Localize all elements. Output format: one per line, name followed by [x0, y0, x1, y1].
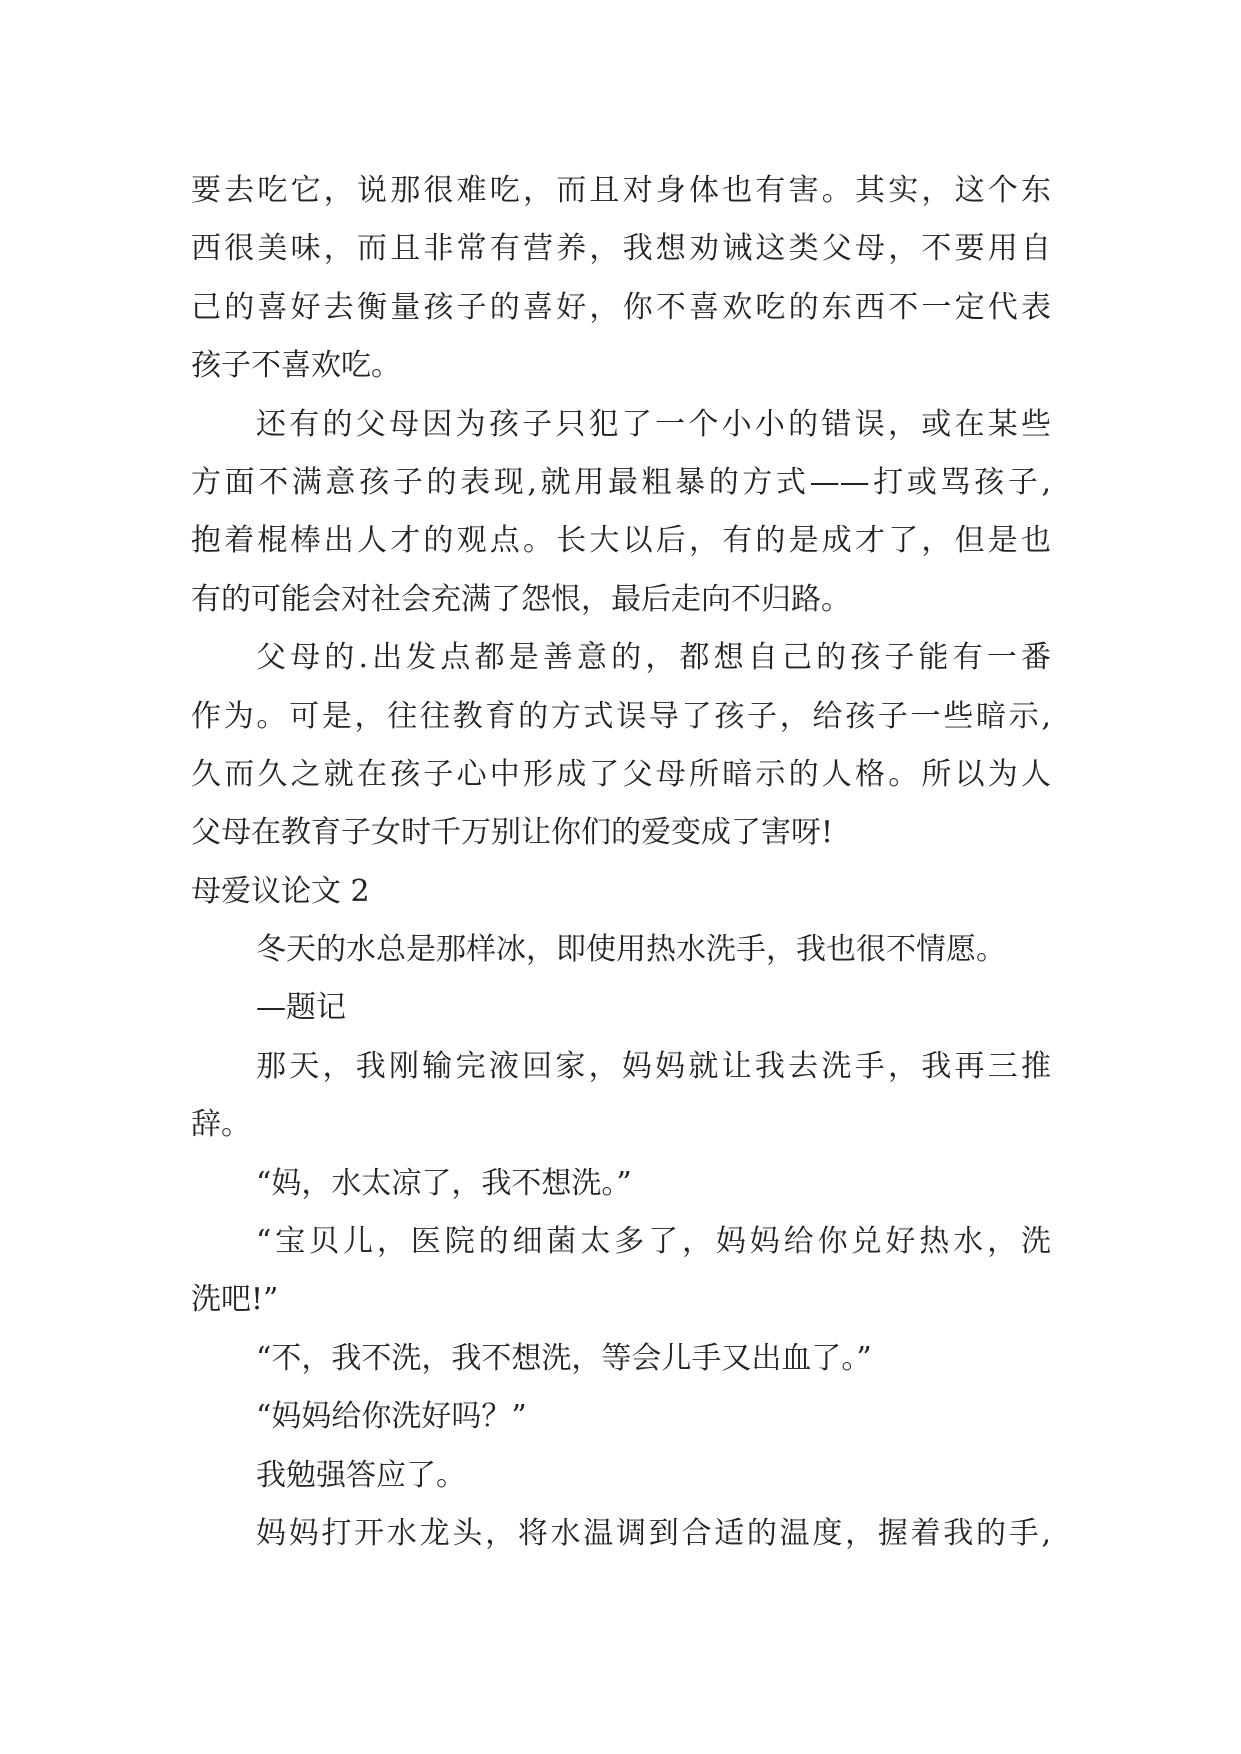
text-line: 辞。: [191, 1107, 251, 1143]
text-line: 孩子不喜欢吃。: [191, 348, 401, 384]
dialogue-line: 洗吧!”: [191, 1282, 279, 1318]
section-title: 母爱议论文 2: [191, 873, 370, 909]
epigraph: 冬天的水总是那样冰，即使用热水洗手，我也很不情愿。: [256, 932, 1006, 968]
text-line: 抱着棍棒出人才的观点。长大以后，有的是成才了，但是也: [191, 523, 1051, 559]
text-line: 作为。可是，往往教育的方式误导了孩子，给孩子一些暗示,: [191, 698, 1051, 734]
paragraph: [191, 1038, 1051, 1155]
document-body: [191, 162, 1051, 1563]
paragraph: [191, 162, 1051, 396]
paragraph: [191, 1213, 1051, 1330]
text-line: 方面不满意孩子的表现,就用最粗暴的方式——打或骂孩子,: [191, 464, 1051, 500]
text-line: 己的喜好去衡量孩子的喜好，你不喜欢吃的东西不一定代表: [191, 289, 1051, 325]
text-line: 我勉强答应了。: [256, 1457, 466, 1493]
text-line: 妈妈打开水龙头，将水温调到合适的温度，握着我的手,: [256, 1515, 1051, 1551]
paragraph: [191, 629, 1051, 863]
text-line: 西很美味，而且非常有营养，我想劝诫这类父母，不要用自: [191, 231, 1051, 267]
dialogue-line: “宝贝儿，医院的细菌太多了，妈妈给你兑好热水，洗: [256, 1224, 1051, 1260]
text-line: 有的可能会对社会充满了怨恨，最后走向不归路。: [191, 581, 851, 617]
text-line: 那天，我刚输完液回家，妈妈就让我去洗手，我再三推: [256, 1048, 1051, 1084]
text-line: 父母在教育子女时千万别让你们的爱变成了害呀!: [191, 815, 834, 851]
dialogue-line: “妈妈给你洗好吗？”: [256, 1399, 527, 1435]
text-line: 久而久之就在孩子心中形成了父母所暗示的人格。所以为人: [191, 756, 1051, 792]
epigraph-attribution: —题记: [256, 990, 346, 1026]
text-line: 父母的.出发点都是善意的，都想自己的孩子能有一番: [256, 640, 1051, 676]
dialogue-line: “妈，水太凉了，我不想洗。”: [256, 1165, 632, 1201]
paragraph: [191, 396, 1051, 630]
text-line: 要去吃它，说那很难吃，而且对身体也有害。其实，这个东: [191, 173, 1051, 208]
dialogue-line: “不，我不洗，我不想洗，等会儿手又出血了。”: [256, 1340, 872, 1376]
text-line: 还有的父母因为孩子只犯了一个小小的错误，或在某些: [256, 406, 1051, 442]
